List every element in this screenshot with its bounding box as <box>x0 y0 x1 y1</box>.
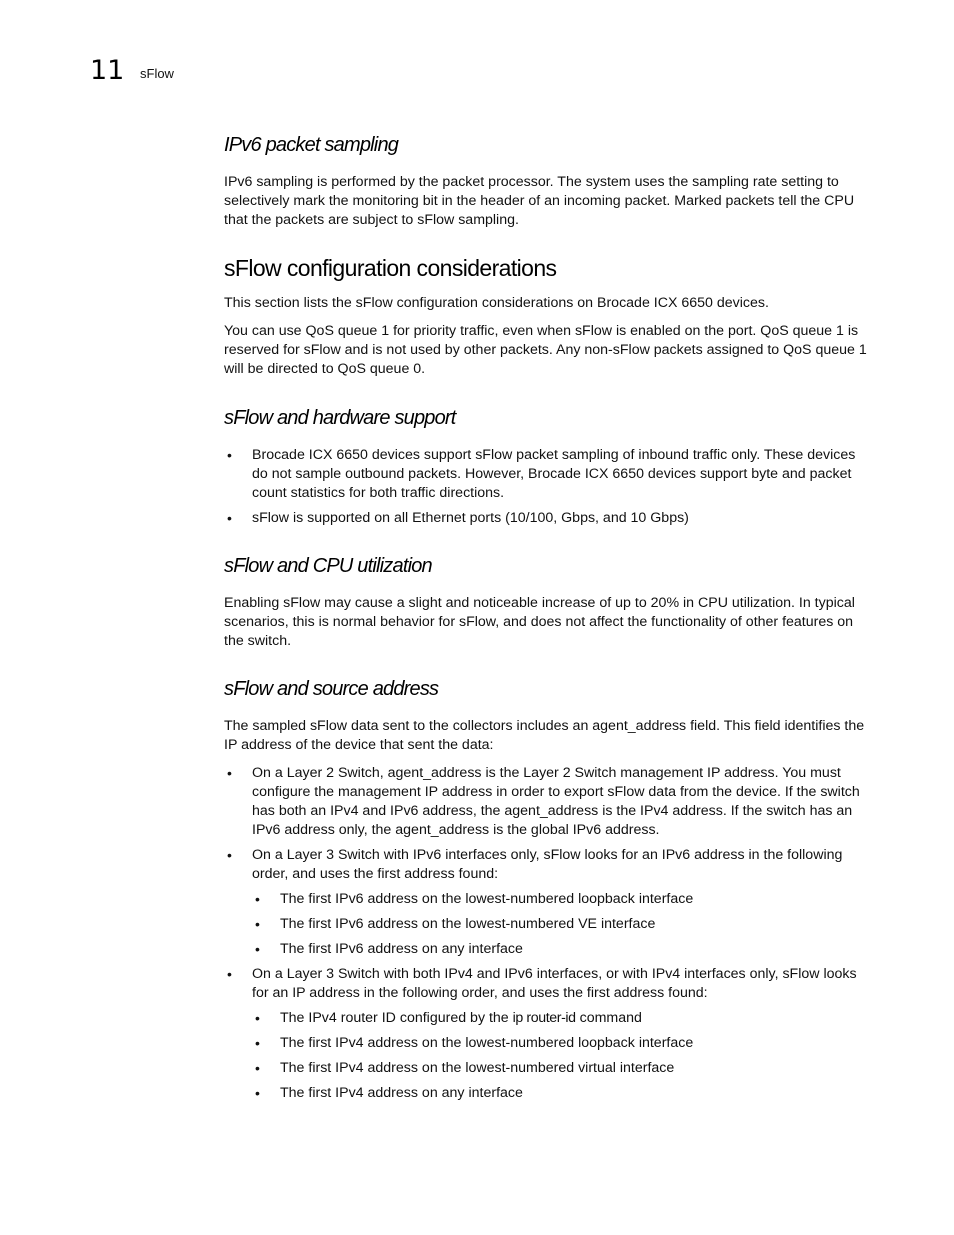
bullet-icon: • <box>227 510 232 526</box>
paragraph-cpu-utilization: Enabling sFlow may cause a slight and noticeable increase of up to 20% in CPU utilization. In typical scenarios, this is normal behavior for sFlow, and does not affect the functionality of other features on the switch. <box>224 595 855 649</box>
bullet-icon: • <box>227 847 232 863</box>
list-item-text: The first IPv6 address on the lowest-numbered VE interface <box>280 916 656 932</box>
bullet-icon: • <box>255 891 260 907</box>
list-item-text: Brocade ICX 6650 devices support sFlow packet sampling of inbound traffic only. These devices do not sample outbound packets. However, Brocade ICX 6650 devices support byte and packet count statistics for both traffic directions. <box>252 447 856 501</box>
list-item <box>252 890 870 909</box>
list-item-text: On a Layer 3 Switch with IPv6 interfaces only, sFlow looks for an IPv6 address in the following order, and uses the first address found: <box>252 847 843 882</box>
paragraph-qos-queue: You can use QoS queue 1 for priority traffic, even when sFlow is enabled on the port. QoS queue 1 is reserved for sFlow and is not used by other packets. Any non-sFlow packets assigned to QoS queue 1 will be directed to QoS queue 0. <box>224 323 867 377</box>
ipv4-order-list <box>252 1009 870 1103</box>
hardware-bullet-list <box>224 446 870 528</box>
heading-ipv6-packet-sampling: IPv6 packet sampling <box>224 134 399 156</box>
bullet-icon: • <box>227 765 232 781</box>
paragraph-config-intro: This section lists the sFlow configuration considerations on Brocade ICX 6650 devices. <box>224 295 769 311</box>
ipv6-order-list <box>252 890 870 959</box>
list-item <box>224 846 870 959</box>
list-item-text: On a Layer 2 Switch, agent_address is the Layer 2 Switch management IP address. You must configure the management IP address in order to export sFlow data from the device. If the switch has both an IPv4 and IPv6 address, the agent_address is the IPv4 address. If the switch has an IPv6 address only, the agent_address is the global IPv6 address. <box>252 765 860 838</box>
heading-sflow-configuration: sFlow configuration considerations <box>224 255 557 281</box>
list-item-text: The first IPv6 address on the lowest-numbered loopback interface <box>280 891 694 907</box>
list-item-text: The first IPv4 address on the lowest-numbered virtual interface <box>280 1060 675 1076</box>
list-item-text: The first IPv6 address on any interface <box>280 941 523 957</box>
bullet-icon: • <box>255 1035 260 1051</box>
heading-hardware-support: sFlow and hardware support <box>224 407 456 429</box>
bullet-icon: • <box>227 966 232 982</box>
command-ip-router-id: ip router-id <box>512 1010 576 1026</box>
bullet-icon: • <box>255 1010 260 1026</box>
list-item <box>252 1034 870 1053</box>
list-item <box>252 1009 870 1028</box>
list-item-text: sFlow is supported on all Ethernet ports (10/100, Gbps, and 10 Gbps) <box>252 510 689 526</box>
list-item-text: The first IPv4 address on any interface <box>280 1085 523 1101</box>
list-item <box>252 915 870 934</box>
list-item <box>224 509 870 528</box>
paragraph-ipv6-sampling: IPv6 sampling is performed by the packet processor. The system uses the sampling rate setting to selectively mark the monitoring bit in the header of an incoming packet. Marked packets tell the CPU that the packets are subject to sFlow sampling. <box>224 174 855 228</box>
bullet-icon: • <box>227 447 232 463</box>
bullet-icon: • <box>255 941 260 957</box>
list-item-text: On a Layer 3 Switch with both IPv4 and IPv6 interfaces, or with IPv4 interfaces only, sFlow looks for an IP address in the following order, and uses the first address found: <box>252 966 857 1001</box>
list-item <box>224 446 870 503</box>
paragraph-source-address: The sampled sFlow data sent to the collectors includes an agent_address field. This field identifies the IP address of the device that sent the data: <box>224 718 865 753</box>
chapter-number: 11 <box>90 55 125 86</box>
heading-cpu-utilization: sFlow and CPU utilization <box>224 555 432 577</box>
bullet-icon: • <box>255 1085 260 1101</box>
chapter-title: sFlow <box>140 66 174 81</box>
list-item-text-pre: The IPv4 router ID configured by the <box>280 1010 513 1026</box>
source-bullet-list <box>224 764 870 1103</box>
heading-source-address: sFlow and source address <box>224 678 439 700</box>
list-item <box>224 965 870 1103</box>
list-item-text-post: command <box>575 1010 642 1026</box>
bullet-icon: • <box>255 1060 260 1076</box>
list-item <box>252 1084 870 1103</box>
list-item <box>252 940 870 959</box>
bullet-icon: • <box>255 916 260 932</box>
list-item <box>224 764 870 840</box>
page-content <box>224 130 870 1103</box>
list-item <box>252 1059 870 1078</box>
list-item-text: The first IPv4 address on the lowest-numbered loopback interface <box>280 1035 694 1051</box>
